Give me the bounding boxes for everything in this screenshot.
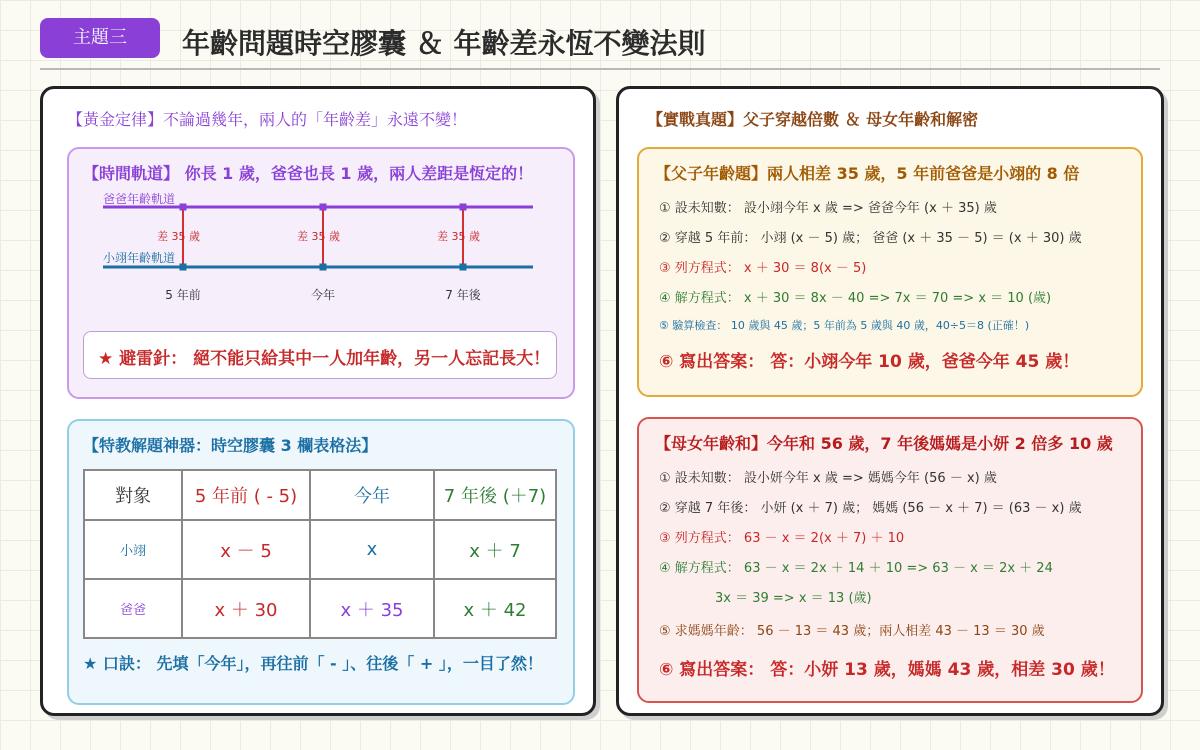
son-node [180, 264, 187, 271]
gap-label: 差 35 歲 [297, 230, 340, 243]
father-answer: ⑥ 寫出答案： 答：小翊今年 10 歲，爸爸今年 45 歲！ [659, 352, 1080, 372]
warning-text: ★ 避雷針： 絕不能只給其中一人加年齡，另一人忘記長大！ [98, 349, 551, 369]
header-cell: 對象 [84, 470, 182, 520]
table-cell: x ＋ 42 [434, 579, 556, 638]
golden-rule: 【黃金定律】不論過幾年，兩人的「年齡差」永遠不變！ [67, 110, 468, 129]
header-cell: 5 年前 ( - 5) [182, 470, 310, 520]
table-cell: x － 5 [182, 520, 310, 579]
page-title: 年齡問題時空膠囊 ＆ 年齡差永恆不變法則 [182, 27, 706, 60]
father-node [180, 204, 187, 211]
mother-problem-title: 【母女年齡和】今年和 56 歲，7 年後媽媽是小妍 2 倍多 10 歲 [655, 434, 1113, 453]
theme-badge: 主題三 [40, 18, 160, 58]
timeline-box [67, 147, 575, 399]
son-node [460, 264, 467, 271]
father-son-problem [637, 147, 1143, 397]
step-line: ③ 列方程式： x ＋ 30 ＝ 8(x － 5) [659, 261, 867, 276]
step-line: ① 設未知數： 設小翊今年 x 歲 => 爸爸今年 (x ＋ 35) 歲 [659, 201, 997, 216]
table-cell: x [310, 520, 434, 579]
time-capsule-table [83, 469, 557, 639]
warning-box [83, 331, 557, 379]
time-point-label: 7 年後 [445, 288, 481, 302]
table-title: 【特教解題神器：時空膠囊 3 欄表格法】 [83, 436, 378, 455]
mother-daughter-problem [637, 417, 1143, 703]
mother-answer: ⑥ 寫出答案： 答：小妍 13 歲，媽媽 43 歲，相差 30 歲！ [659, 660, 1115, 680]
time-point-label: 5 年前 [165, 288, 201, 302]
son-node [320, 264, 327, 271]
step-line: ④ 解方程式： 63 － x ＝ 2x ＋ 14 ＋ 10 => 63 － x ＝ 2x ＋ 24 [659, 561, 1053, 576]
header-cell: 今年 [310, 470, 434, 520]
father-problem-title: 【父子年齡題】兩人相差 35 歲，5 年前爸爸是小翊的 8 倍 [655, 164, 1080, 183]
mnemonic-tip: ★ 口訣： 先填「今年」，再往前「 - 」、往後「 + 」，一目了然！ [83, 654, 543, 673]
step-line: 3x ＝ 39 => x ＝ 13 (歲) [715, 591, 872, 606]
timeline-title: 【時間軌道】 你長 1 歲，爸爸也長 1 歲，兩人差距是恆定的！ [83, 164, 534, 183]
table-cell: x ＋ 35 [310, 579, 434, 638]
gap-label: 差 35 歲 [157, 230, 200, 243]
header-cell: 7 年後 (＋7) [434, 470, 556, 520]
table-row [84, 520, 556, 579]
table-box [67, 419, 575, 705]
table-cell: x ＋ 7 [434, 520, 556, 579]
father-track-label: 爸爸年齡軌道 [103, 192, 176, 206]
time-point-label: 今年 [310, 288, 336, 302]
step-line: ④ 解方程式： x ＋ 30 ＝ 8x － 40 => 7x ＝ 70 => x ＝ 10 (歲) [659, 291, 1052, 306]
row-name: 小翊 [84, 520, 182, 579]
father-node [320, 204, 327, 211]
right-panel [616, 86, 1164, 716]
table-cell: x ＋ 30 [182, 579, 310, 638]
step-line: ③ 列方程式： 63 － x ＝ 2(x ＋ 7) ＋ 10 [659, 531, 905, 546]
step-line: ② 穿越 7 年後： 小妍 (x ＋ 7) 歲； 媽媽 (56 － x ＋ 7) ＝ (63 － x) 歲 [659, 501, 1082, 516]
step-line: ② 穿越 5 年前： 小翊 (x － 5) 歲； 爸爸 (x ＋ 35 － 5) ＝ (x ＋ 30) 歲 [659, 231, 1082, 246]
son-track-label: 小翊年齡軌道 [103, 251, 176, 265]
left-panel [40, 86, 596, 716]
title-divider [40, 68, 1160, 70]
row-name: 爸爸 [84, 579, 182, 638]
step-line: ① 設未知數： 設小妍今年 x 歲 => 媽媽今年 (56 － x) 歲 [659, 471, 997, 486]
gap-label: 差 35 歲 [437, 230, 480, 243]
step-line: ⑤ 求媽媽年齡： 56 － 13 ＝ 43 歲；兩人相差 43 － 13 ＝ 30 歲 [659, 624, 1045, 639]
practice-title: 【實戰真題】父子穿越倍數 ＆ 母女年齡和解密 [647, 110, 979, 129]
table-row [84, 579, 556, 638]
step-line: ⑤ 驗算檢查： 10 歲與 45 歲；5 年前為 5 歲與 40 歲，40÷5＝8 (正確！) [659, 319, 1030, 332]
table-header-row [84, 470, 556, 520]
father-node [460, 204, 467, 211]
